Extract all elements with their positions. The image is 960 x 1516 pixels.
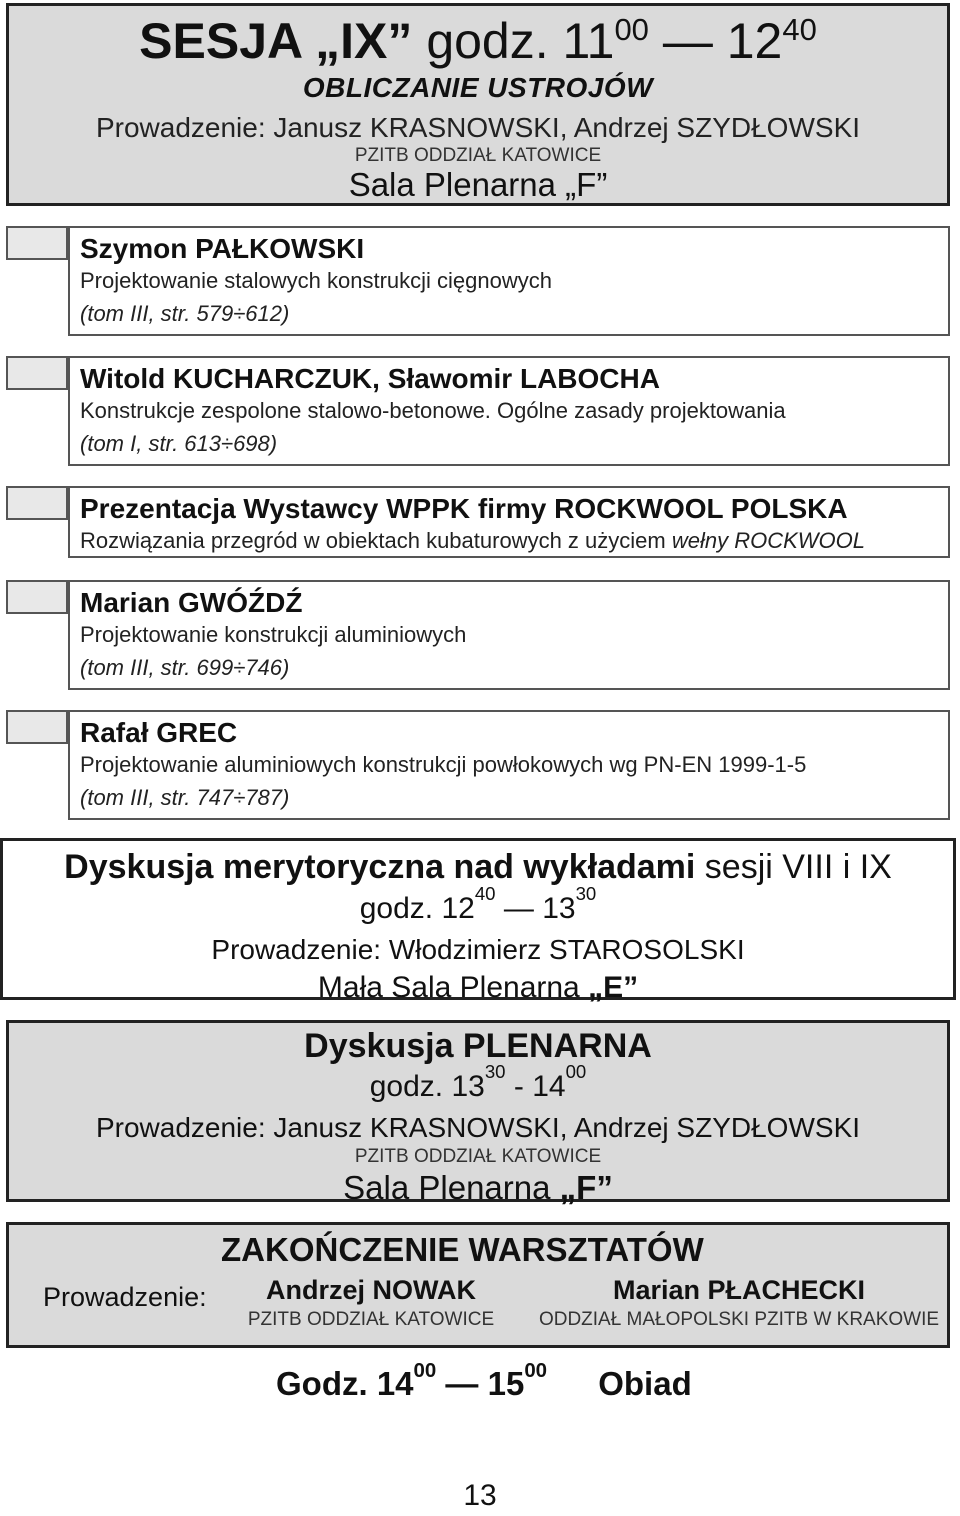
talk-author: Witold KUCHARCZUK, Sławomir LABOCHA	[80, 363, 660, 394]
talk-title: Projektowanie stalowych konstrukcji cięgnowych	[80, 268, 552, 293]
discussion-time-dash: —	[503, 892, 534, 925]
closing-person-1	[241, 1273, 501, 1333]
closing-lead-label: Prowadzenie:	[43, 1282, 207, 1312]
discussion-title-bold: Dyskusja merytoryczna nad wykładami	[64, 848, 696, 886]
time-slot-box	[6, 356, 68, 390]
talk-title-text: Rozwiązania przegród w obiektach kubaturowych z użyciem	[80, 528, 666, 553]
lunch-label: Obiad	[598, 1365, 692, 1402]
session-header	[6, 3, 950, 206]
plenary-hall-text: Sala Plenarna	[343, 1169, 560, 1206]
plenary-section	[6, 1020, 950, 1206]
talk-title: Konstrukcje zespolone stalowo-betonowe. Ogólne zasady projektowania	[80, 398, 786, 423]
session-org: PZITB ODDZIAŁ KATOWICE	[354, 145, 602, 166]
plenary-start-minutes: 30	[484, 1061, 506, 1082]
plenary-hall	[9, 1168, 947, 1208]
plenary-end-minutes: 00	[565, 1061, 587, 1082]
session-theme: OBLICZANIE USTROJÓW	[302, 72, 654, 103]
plenary-time	[9, 1061, 947, 1110]
session-time-start: godz. 11	[426, 13, 615, 69]
talk-author: Szymon PAŁKOWSKI	[80, 233, 365, 264]
session-end-minutes: 40	[782, 12, 817, 47]
talk-item	[68, 580, 950, 690]
closing-section	[6, 1222, 950, 1348]
lunch-end-minutes: 00	[524, 1359, 548, 1382]
discussion-start-minutes: 40	[474, 883, 496, 904]
session-time-end: 12	[726, 13, 783, 69]
talk-title-brand: wełny ROCKWOOL	[671, 528, 865, 553]
discussion-chair: Prowadzenie: Włodzimierz STAROSOLSKI	[211, 934, 745, 965]
discussion-time	[3, 883, 953, 932]
discussion-end-minutes: 30	[575, 883, 597, 904]
closing-person-1-org: PZITB ODDZIAŁ KATOWICE	[247, 1309, 495, 1330]
closing-person-1-name: Andrzej NOWAK	[265, 1275, 476, 1305]
discussion-section	[0, 838, 956, 1004]
page-number: 13	[463, 1479, 497, 1512]
talk-author: Prezentacja Wystawcy WPPK firmy ROCKWOOL POLSKA	[80, 493, 848, 524]
plenary-time-start: godz. 13	[369, 1070, 485, 1103]
plenary-hall-letter: „F”	[559, 1169, 613, 1206]
closing-person-2-name: Marian PŁACHECKI	[612, 1275, 866, 1305]
talk-reference: (tom III, str. 579÷612)	[80, 301, 290, 326]
talk-author: Marian GWÓŹDŹ	[80, 587, 303, 618]
session-title	[9, 12, 947, 77]
talk-reference: (tom III, str. 699÷746)	[80, 655, 290, 680]
talk-title: Projektowanie aluminiowych konstrukcji powłokowych wg PN-EN 1999-1-5	[80, 752, 807, 777]
plenary-title: Dyskusja PLENARNA	[304, 1027, 652, 1065]
session-number: SESJA „IX”	[139, 13, 413, 69]
talk-item	[68, 710, 950, 820]
lunch-start-minutes: 00	[413, 1359, 437, 1382]
time-slot-box	[6, 486, 68, 520]
talk-item	[68, 356, 950, 466]
talk-title: Projektowanie konstrukcji aluminiowych	[80, 622, 467, 647]
time-slot-box	[6, 710, 68, 744]
discussion-hall-text: Mała Sala Plenarna	[317, 971, 589, 1004]
talk-reference: (tom III, str. 747÷787)	[80, 785, 290, 810]
lunch-time-end: — 15	[436, 1365, 525, 1402]
talk-item	[68, 486, 950, 558]
closing-title: ZAKOŃCZENIE WARSZTATÓW	[221, 1231, 704, 1268]
discussion-time-start: godz. 12	[359, 892, 475, 925]
closing-person-2-org: ODDZIAŁ MAŁOPOLSKI PZITB W KRAKOWIE	[538, 1309, 940, 1330]
talk-reference: (tom I, str. 613÷698)	[80, 431, 278, 456]
time-slot-box	[6, 580, 68, 614]
session-start-minutes: 00	[614, 12, 649, 47]
plenary-org: PZITB ODDZIAŁ KATOWICE	[354, 1146, 602, 1167]
plenary-time-end: - 14	[505, 1070, 566, 1103]
talk-title	[80, 526, 948, 556]
lunch-time-start: Godz. 14	[276, 1365, 414, 1402]
discussion-time-end: 13	[542, 892, 576, 925]
talk-item	[68, 226, 950, 336]
lunch-line	[276, 1360, 692, 1413]
plenary-chairs: Prowadzenie: Janusz KRASNOWSKI, Andrzej SZYDŁOWSKI	[95, 1112, 861, 1143]
discussion-title-rest: sesji VIII i IX	[695, 848, 892, 886]
talk-author: Rafał GREC	[80, 717, 238, 748]
time-slot-box	[6, 226, 68, 260]
discussion-hall	[3, 968, 953, 1008]
closing-person-2	[537, 1273, 941, 1333]
session-time-dash: —	[662, 13, 713, 69]
session-hall: Sala Plenarna „F”	[348, 166, 608, 203]
session-chairs: Prowadzenie: Janusz KRASNOWSKI, Andrzej SZYDŁOWSKI	[95, 112, 861, 143]
discussion-hall-letter: „E”	[588, 971, 639, 1004]
